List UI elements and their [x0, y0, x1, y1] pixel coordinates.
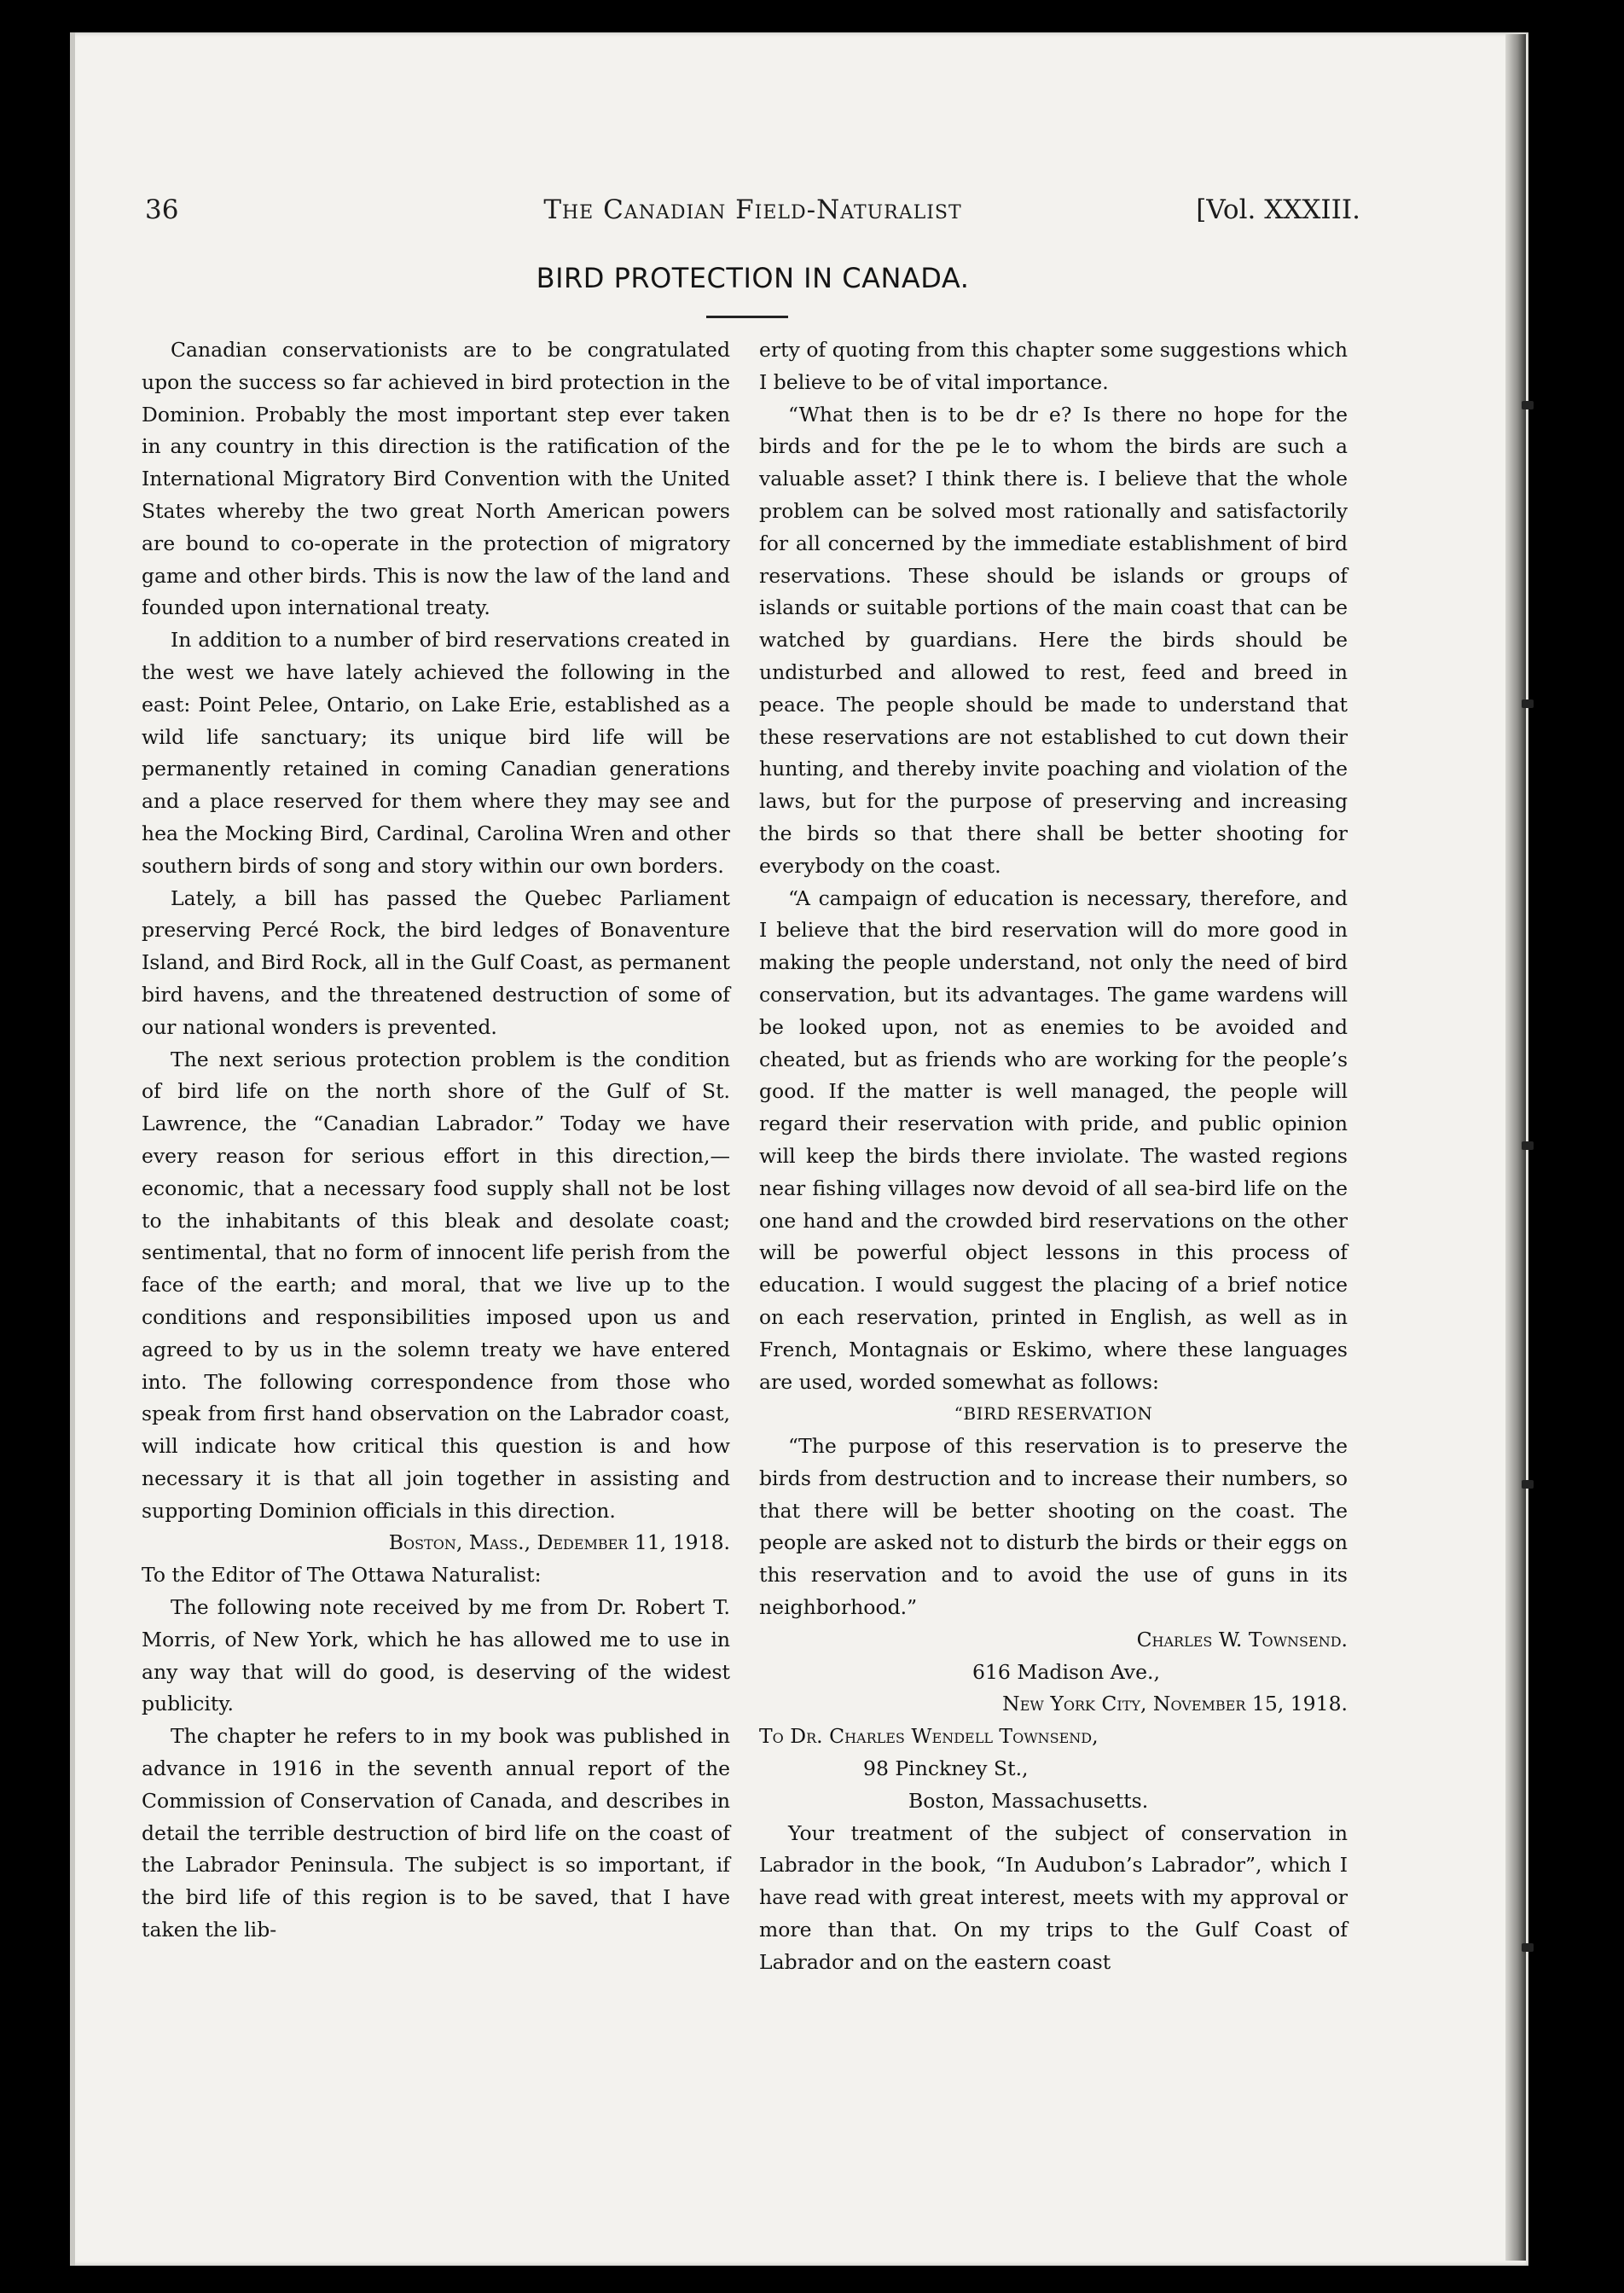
- letter-salutation: To the Editor of The Ottawa Naturalist:: [142, 1563, 542, 1588]
- paragraph: In addition to a number of bird reservations created in the west we have lately achieved the following in the east: Point Pelee, Ontario, on Lake Erie, established as a wild life sanctuary; its unique bird life will be permanently retained in coming Canadian generations and a place reserved for them where they may see and hea the Mocking Bird, Cardinal, Carolina Wren and other southern birds of song and story within our own borders.: [142, 628, 730, 878]
- left-column: [142, 334, 730, 1947]
- address-line: 616 Madison Ave.,: [972, 1659, 1160, 1684]
- notice-heading: “BIRD RESERVATION: [954, 1403, 1153, 1425]
- notice-text: “The purpose of this reservation is to preserve the birds from destruction and to increase their numbers, so that there will be better shooting on the coast. The people are asked not to disturb the birds or their eggs on this reservation and to avoid the use of guns in its neighborhood.”: [759, 1434, 1348, 1620]
- binding-mark: [1522, 401, 1534, 409]
- recipient-city: Boston, Massachusetts.: [908, 1788, 1149, 1813]
- volume-label: [Vol. XXXIII.: [1196, 194, 1360, 225]
- paragraph: Your treatment of the subject of conservation in Labrador in the book, “In Audubon’s Labrador”, which I have read with great interest, meets with my approval or more than that. On my trips to the Gulf Coast of Labrador and on the eastern coast: [759, 1820, 1348, 1974]
- page-number: 36: [145, 194, 179, 225]
- journal-title: The Canadian Field-Naturalist: [543, 194, 962, 225]
- paragraph: Canadian conservationists are to be congratulated upon the success so far achieved in bird protection in the Dominion. Probably the most important step ever taken in any country in this direction is the ratification of the International Migratory Bird Convention with the United States whereby the two great North American powers are bound to co-operate in the protection of migratory game and other birds. This is now the law of the land and founded upon international treaty.: [142, 338, 730, 620]
- recipient-street: 98 Pinckney St.,: [863, 1756, 1029, 1781]
- paragraph: The chapter he refers to in my book was published in advance in 1916 in the seventh annual report of the Commission of Conservation of Canada, and describes in detail the terrible destruction of bird life on the coast of the Labrador Peninsula. The subject is so important, if the bird life of this region is to be saved, that I have taken the lib-: [142, 1724, 730, 1942]
- title-rule: [706, 316, 788, 318]
- binding-mark: [1522, 1480, 1534, 1489]
- binding-mark: [1522, 1141, 1534, 1150]
- paragraph: The following note received by me from Dr. Robert T. Morris, of New York, which he has allowed me to use in any way that will do good, is deserving of the widest publicity.: [142, 1595, 730, 1716]
- paragraph: erty of quoting from this chapter some suggestions which I believe to be of vital importance.: [759, 338, 1348, 394]
- running-head: [145, 194, 1360, 229]
- address-dateline: New York City, November 15, 1918.: [1002, 1692, 1348, 1716]
- right-column: [759, 334, 1348, 1979]
- page-left-edge: [70, 32, 75, 2266]
- paragraph: “A campaign of education is necessary, therefore, and I believe that the bird reservation will do more good in making the people understand, not only the need of bird conservation, but its advantages. The game wardens will be looked upon, not as enemies to be avoided and cheated, but as friends who are working for the people’s good. If the matter is well managed, the people will regard their reservation with pride, and public opinion will keep the birds there inviolate. The wasted regions near fishing villages now devoid of all sea-bird life on the one hand and the crowded bird reservations on the other will be powerful object lessons in this process of education. I would suggest the placing of a brief notice on each reservation, printed in English, as well as in French, Montagnais or Eskimo, where these languages are used, worded somewhat as follows:: [759, 885, 1348, 1394]
- signature: Charles W. Townsend.: [1136, 1627, 1348, 1652]
- binding-mark: [1522, 700, 1534, 708]
- article-title: BIRD PROTECTION IN CANADA.: [536, 262, 970, 294]
- paragraph: The next serious protection problem is the condition of bird life on the north shore of the Gulf of St. Lawrence, the “Canadian Labrador.” Today we have every reason for serious effort in this direction,—economic, that a necessary food supply shall not be lost to the inhabitants of this bleak and desolate coast; sentimental, that no form of innocent life perish from the face of the earth; and moral, that we live up to the conditions and responsibilities imposed upon us and agreed to by us in the solemn treaty we have entered into. The following correspondence from those who speak from first hand observation on the Labrador coast, will indicate how critical this question is and how necessary it is that all join together in assisting and supporting Dominion officials in this direction.: [142, 1047, 730, 1523]
- paragraph: Lately, a bill has passed the Quebec Parliament preserving Percé Rock, the bird ledges of Bonaventure Island, and Bird Rock, all in the Gulf Coast, as permanent bird havens, and the threatened destruction of some of our national wonders is prevented.: [142, 885, 730, 1039]
- binding-mark: [1522, 1943, 1534, 1952]
- letter-dateline: Boston, Mass., Dedember 11, 1918.: [388, 1530, 730, 1555]
- recipient-line: To Dr. Charles Wendell Townsend,: [759, 1724, 1099, 1749]
- paragraph: “What then is to be dr e? Is there no hope for the birds and for the pe le to whom the birds are such a valuable asset? I think there is. I believe that the whole problem can be solved most rationally and satisfactorily for all concerned by the immediate establishment of bird reservations. These should be islands or groups of islands or suitable portions of the main coast that can be watched by guardians. Here the birds should be undisturbed and allowed to rest, feed and breed in peace. The people should be made to understand that these reservations are not established to cut down their hunting, and thereby invite poaching and violation of the laws, but for the purpose of preserving and increasing the birds so that there shall be better shooting for everybody on the coast.: [759, 402, 1348, 878]
